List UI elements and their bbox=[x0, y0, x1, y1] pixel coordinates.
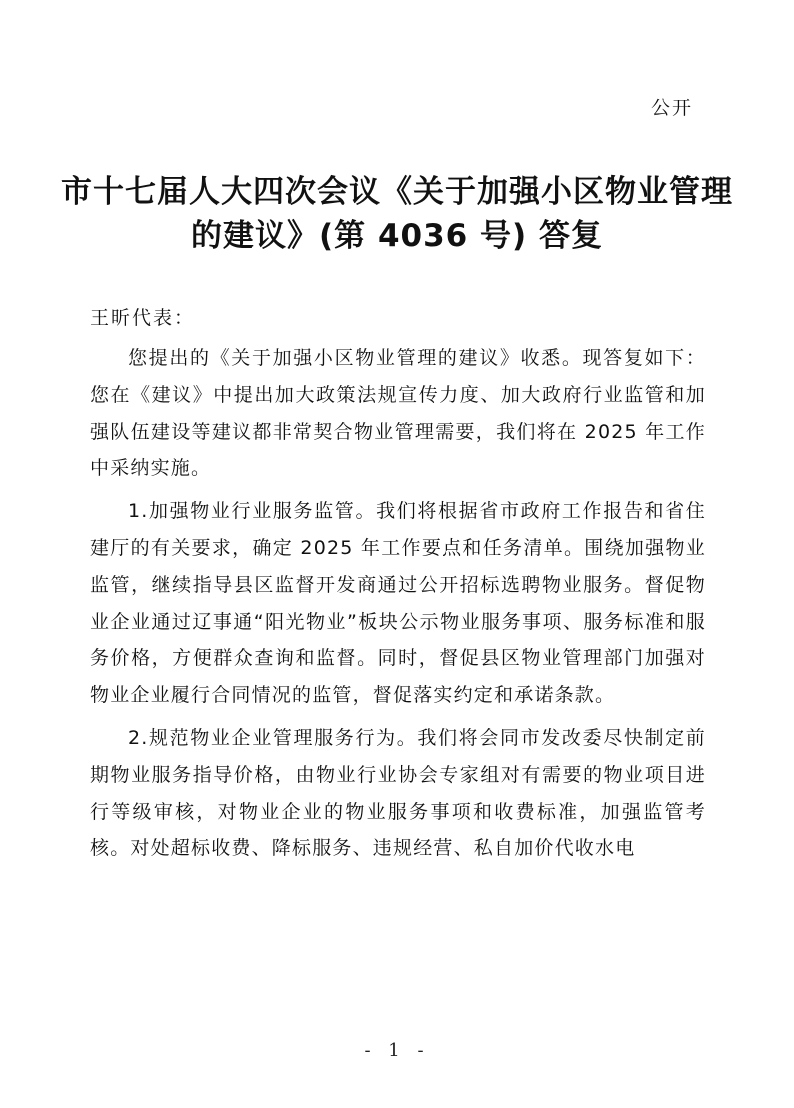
document-title bbox=[60, 170, 734, 258]
title-line-1: 市十七届人大四次会议《关于加强小区物业管理 bbox=[61, 174, 733, 210]
paragraph-item-2: 2.规范物业企业管理服务行为。我们将会同市发改委尽快制定前期物业服务指导价格，由物业行业协会专家组对有需要的物业项目进行等级审核，对物业企业的物业服务事项和收费标准，加强监管考核。对处超标收费、降标服务、违规经营、私自加价代收水电 bbox=[90, 726, 706, 860]
title-line-2: 的建议》(第 4036 号) 答复 bbox=[191, 218, 603, 254]
paragraph-intro: 您提出的《关于加强小区物业管理的建议》收悉。现答复如下：您在《建议》中提出加大政策法规宣传力度、加大政府行业监管和加强队伍建设等建议都非常契合物业管理需要，我们将在 2025 年工作中采纳实施。 bbox=[90, 347, 706, 480]
public-label: 公开 bbox=[651, 97, 694, 119]
page-number: - 1 - bbox=[364, 1040, 430, 1061]
salutation: 王昕代表： bbox=[90, 307, 196, 329]
body-content bbox=[90, 340, 706, 873]
paragraph-item-1: 1.加强物业行业服务监管。我们将根据省市政府工作报告和省住建厅的有关要求，确定 2025 年工作要点和任务清单。围绕加强物业监管，继续指导县区监督开发商通过公开招标选聘物业服务。督促物业企业通过辽事通“阳光物业”板块公示物业服务事项、服务标准和服务价格，方便群众查询和监督。同时，督促县区物业管理部门加强对物业企业履行合同情况的监管，督促落实约定和承诺条款。 bbox=[90, 500, 706, 707]
